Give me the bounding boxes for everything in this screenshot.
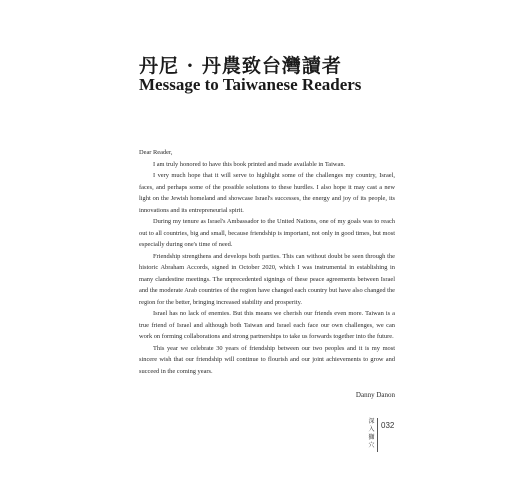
letter-paragraph-4: Friendship strengthens and develops both parties. This can without doubt be seen through the historic Abraham Accords, signed in October 2020, which I was instrumental in establishing in many clandestine meetings. The unprecedented signings of these peace agreements between Israel and the moderate Arab countries of the region have changed each country but have also changed the region for the better, bringing increased stability and prosperity.	[139, 252, 395, 306]
letter-paragraph-1: I am truly honored to have this book printed and made available in Taiwan.	[153, 160, 346, 168]
letter-salutation: Dear Reader,	[139, 149, 173, 156]
english-title: Message to Taiwanese Readers	[139, 75, 362, 94]
letter-body	[139, 147, 395, 377]
page-number: 032	[381, 421, 395, 430]
running-section-title: 深入獅穴	[368, 418, 375, 449]
footer-divider	[377, 418, 378, 452]
letter-paragraph-5: Israel has no lack of enemies. But this means we cherish our friends even more. Taiwan is a true friend of Israel and although both Taiwan and Israel each face our own challenges, we can work on forming collaborations and strong partnerships to take us forwards together into the future.	[139, 310, 395, 340]
letter-paragraph-2: I very much hope that it will serve to highlight some of the challenges my country, Israel, faces, and perhaps some of the possible solutions to these hurdles. I also hope it may cast a new light on the Jewish homeland and showcase Israel's successes, the energy and joy of its people, its innovations and its entrepreneurial spirit.	[139, 172, 395, 214]
letter-paragraph-3: During my tenure as Israel's Ambassador to the United Nations, one of my goals was to reach out to all countries, big and small, because friendship is important, not only in good times, but most especially during one's time of need.	[139, 218, 395, 248]
letter-paragraph-6: This year we celebrate 30 years of friendship between our two peoples and it is my most sincere wish that our friendship will continue to flourish and our joint achievements to grow and succeed in the coming years.	[139, 344, 395, 375]
letter-signature: Danny Danon	[355, 391, 395, 399]
chinese-title: 丹尼 · 丹農致台灣讀者	[139, 55, 342, 77]
